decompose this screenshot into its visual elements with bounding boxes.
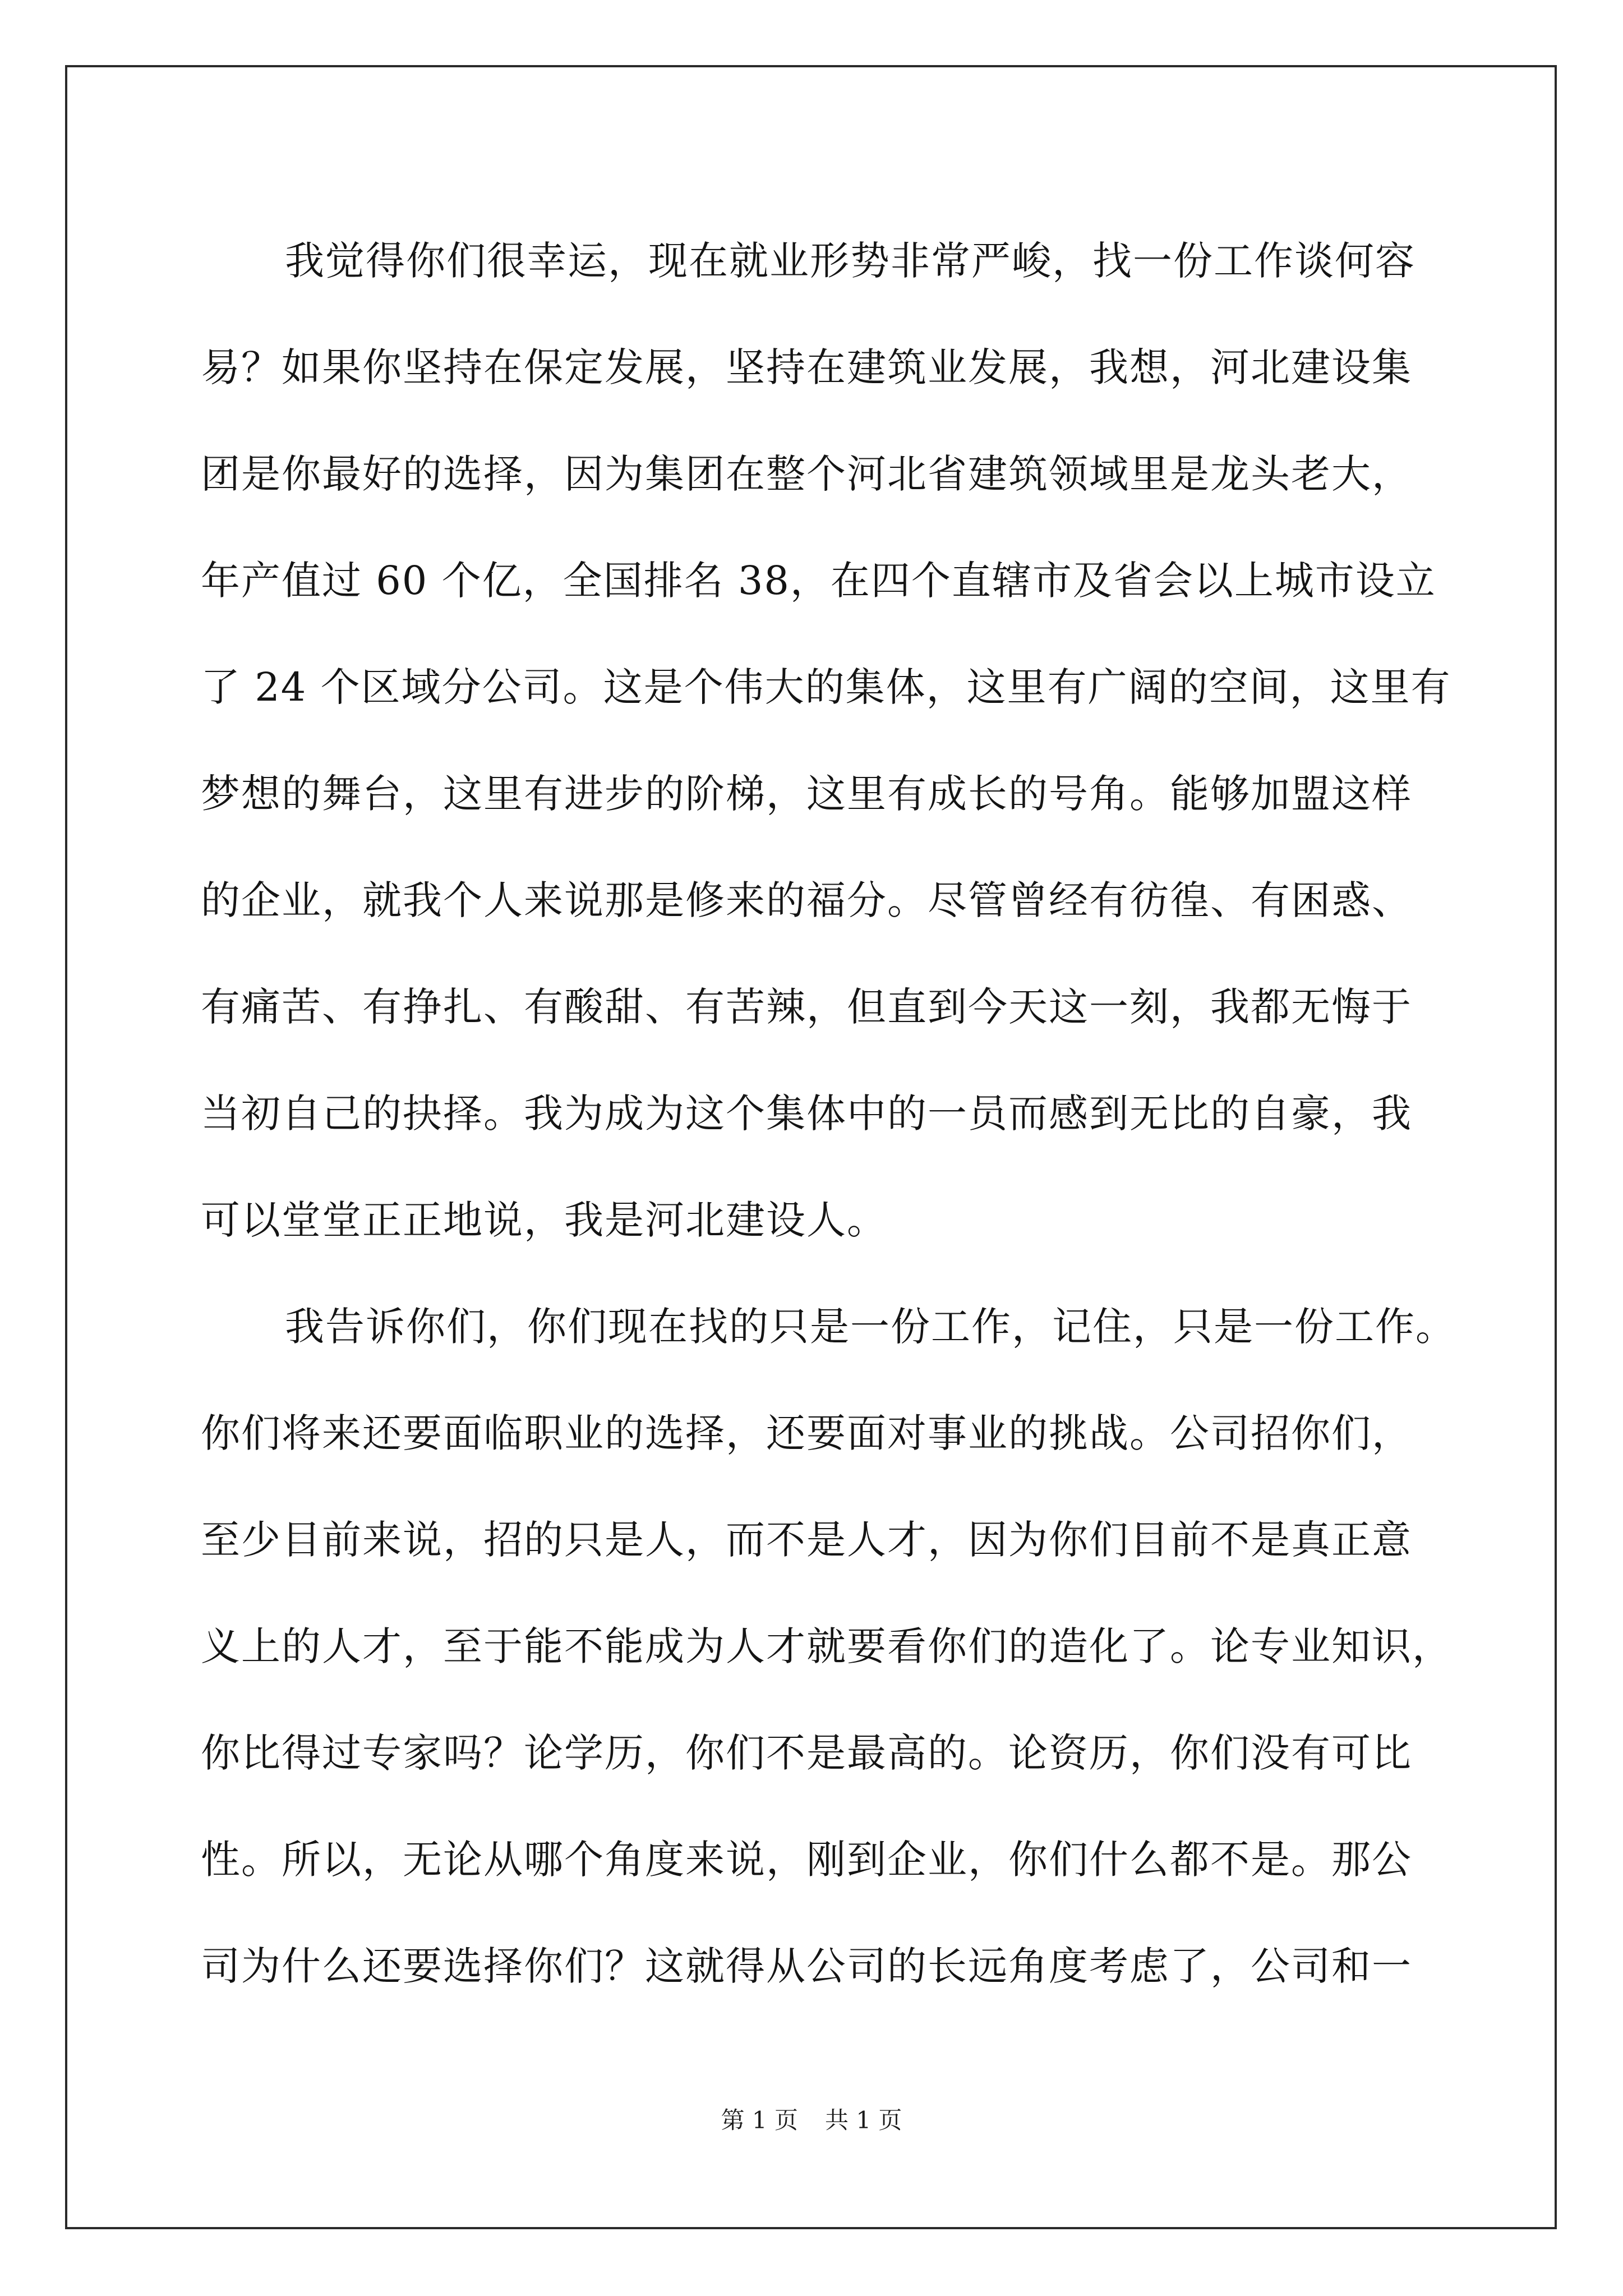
page-footer (0, 2104, 1623, 2137)
paragraph-2-line-5: 你比得过专家吗？论学历，你们不是最高的。论资历，你们没有可比 (201, 1730, 1412, 1776)
paragraph-2-line-6: 性。所以，无论从哪个角度来说，刚到企业，你们什么都不是。那公 (201, 1837, 1412, 1883)
page-number: 第 1 页 (721, 2106, 798, 2134)
paragraph-1-line-9: 当初自己的抉择。我为成为这个集体中的一员而感到无比的自豪，我 (201, 1091, 1412, 1137)
paragraph-1-line-1: 我觉得你们很幸运，现在就业形势非常严峻，找一份工作谈何容 (285, 238, 1415, 284)
document-body (201, 208, 1456, 2019)
paragraph-1-line-8: 有痛苦、有挣扎、有酸甜、有苦辣，但直到今天这一刻，我都无悔于 (201, 984, 1412, 1030)
paragraph-1-line-2: 易？如果你坚持在保定发展，坚持在建筑业发展，我想，河北建设集 (201, 344, 1412, 390)
paragraph-2-line-4: 义上的人才，至于能不能成为人才就要看你们的造化了。论专业知识， (201, 1623, 1453, 1669)
paragraph-2-line-7: 司为什么还要选择你们？这就得从公司的长远角度考虑了，公司和一 (201, 1943, 1412, 1989)
paragraph-1-line-5: 了 24 个区域分公司。这是个伟大的集体，这里有广阔的空间，这里有 (201, 664, 1451, 710)
paragraph-1-line-10: 可以堂堂正正地说，我是河北建设人。 (201, 1197, 887, 1243)
paragraph-1-line-7: 的企业，就我个人来说那是修来的福分。尽管曾经有彷徨、有困惑、 (201, 877, 1412, 923)
paragraph-1-line-6: 梦想的舞台，这里有进步的阶梯，这里有成长的号角。能够加盟这样 (201, 771, 1412, 817)
paragraph-2-line-3: 至少目前来说，招的只是人，而不是人才，因为你们目前不是真正意 (201, 1517, 1412, 1563)
paragraph-1-line-4: 年产值过 60 个亿，全国排名 38，在四个直辖市及省会以上城市设立 (201, 558, 1436, 604)
paragraph-2-line-2: 你们将来还要面临职业的选择，还要面对事业的挑战。公司招你们， (201, 1410, 1412, 1456)
total-pages: 共 1 页 (825, 2106, 902, 2134)
paragraph-2-line-1: 我告诉你们，你们现在找的只是一份工作，记住，只是一份工作。 (285, 1304, 1456, 1350)
paragraph-1-line-3: 团是你最好的选择，因为集团在整个河北省建筑领域里是龙头老大， (201, 451, 1412, 497)
